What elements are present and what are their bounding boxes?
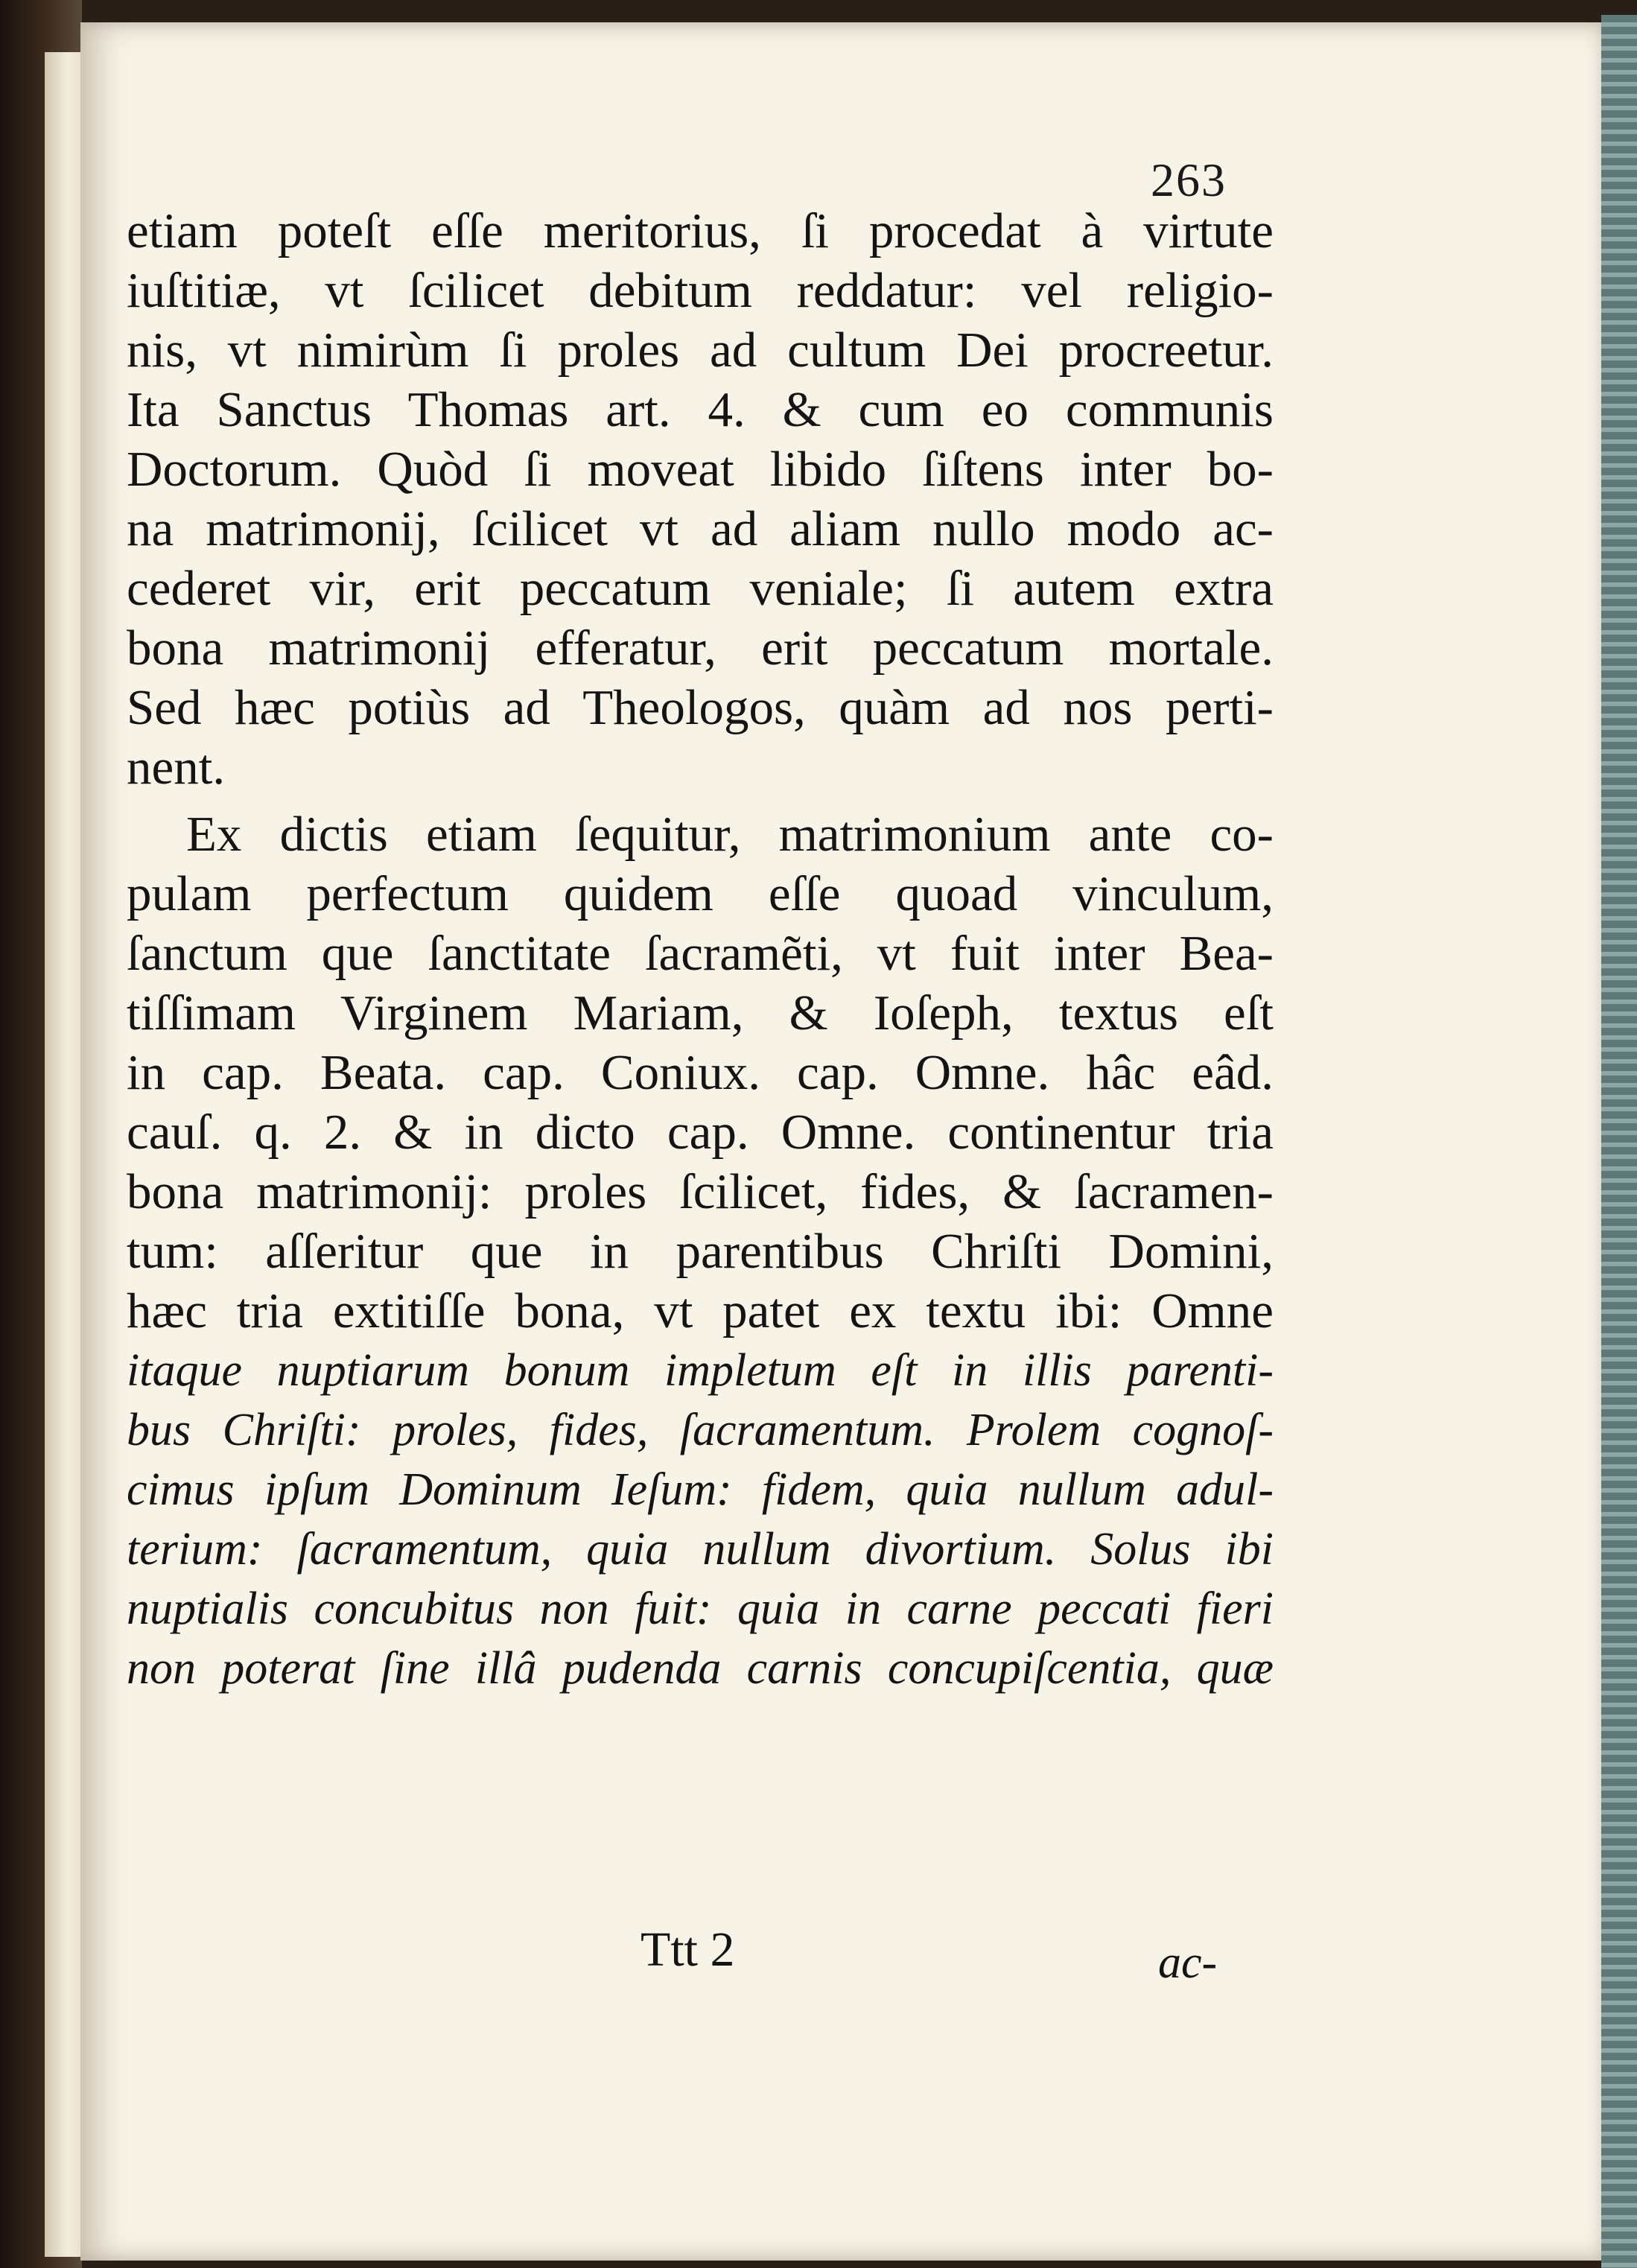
- text-line: ſanctum que ſanctitate ſacramẽti, vt fuit inter Bea-: [127, 926, 1274, 981]
- signature-mark: Ttt 2: [641, 1922, 735, 1977]
- text-line: cauſ. q. 2. & in dicto cap. Omne. continentur tria: [127, 1105, 1274, 1160]
- text-line: iuſtitiæ, vt ſcilicet debitum reddatur: vel religio-: [127, 263, 1274, 318]
- page-block-edge: [1601, 15, 1637, 2268]
- italic-quote-line: terium: ſacramentum, quia nullum divortium. Solus ibi: [127, 1524, 1274, 1575]
- text-line: na matrimonij, ſcilicet vt ad aliam nullo modo ac-: [127, 501, 1274, 556]
- page-number: 263: [1151, 153, 1227, 206]
- text-line: tum: aſſeritur que in parentibus Chriſti Domini,: [127, 1224, 1274, 1279]
- text-line: pulam perfectum quidem eſſe quoad vinculum,: [127, 866, 1274, 921]
- text-line: etiam poteſt eſſe meritorius, ſi procedat à virtute: [127, 203, 1274, 258]
- text-line: Sed hæc potiùs ad Theologos, quàm ad nos perti-: [127, 680, 1274, 735]
- text-line: Doctorum. Quòd ſi moveat libido ſiſtens inter bo-: [127, 442, 1274, 497]
- paragraph-start-line: Ex dictis etiam ſequitur, matrimonium ante co-: [186, 807, 1274, 862]
- italic-quote-line: nuptialis concubitus non fuit: quia in carne peccati fieri: [127, 1584, 1274, 1634]
- text-line: bona matrimonij efferatur, erit peccatum mortale.: [127, 620, 1274, 676]
- text-line: cederet vir, erit peccatum veniale; ſi autem extra: [127, 561, 1274, 616]
- italic-quote-line: itaque nuptiarum bonum impletum eſt in illis parenti-: [127, 1345, 1274, 1396]
- text-line: in cap. Beata. cap. Coniux. cap. Omne. hâc eâd.: [127, 1045, 1274, 1100]
- facing-page-edge: [45, 52, 82, 2257]
- text-line: Ita Sanctus Thomas art. 4. & cum eo communis: [127, 382, 1274, 437]
- italic-quote-line: non poterat ſine illâ pudenda carnis concupiſcentia, quæ: [127, 1643, 1274, 1694]
- text-line: nis, vt nimirùm ſi proles ad cultum Dei procreetur.: [127, 323, 1274, 378]
- text-line: hæc tria extitiſſe bona, vt patet ex textu ibi: Omne: [127, 1283, 1274, 1338]
- text-line: bona matrimonij: proles ſcilicet, fides, & ſacramen-: [127, 1164, 1274, 1219]
- catchword: ac-: [1158, 1937, 1218, 1988]
- italic-quote-line: cimus ipſum Dominum Ieſum: fidem, quia nullum adul-: [127, 1464, 1274, 1515]
- text-line: nent.: [127, 740, 226, 795]
- italic-quote-line: bus Chriſti: proles, fides, ſacramentum. Prolem cognoſ-: [127, 1405, 1274, 1455]
- text-line: tiſſimam Virginem Mariam, & Ioſeph, textus eſt: [127, 985, 1274, 1041]
